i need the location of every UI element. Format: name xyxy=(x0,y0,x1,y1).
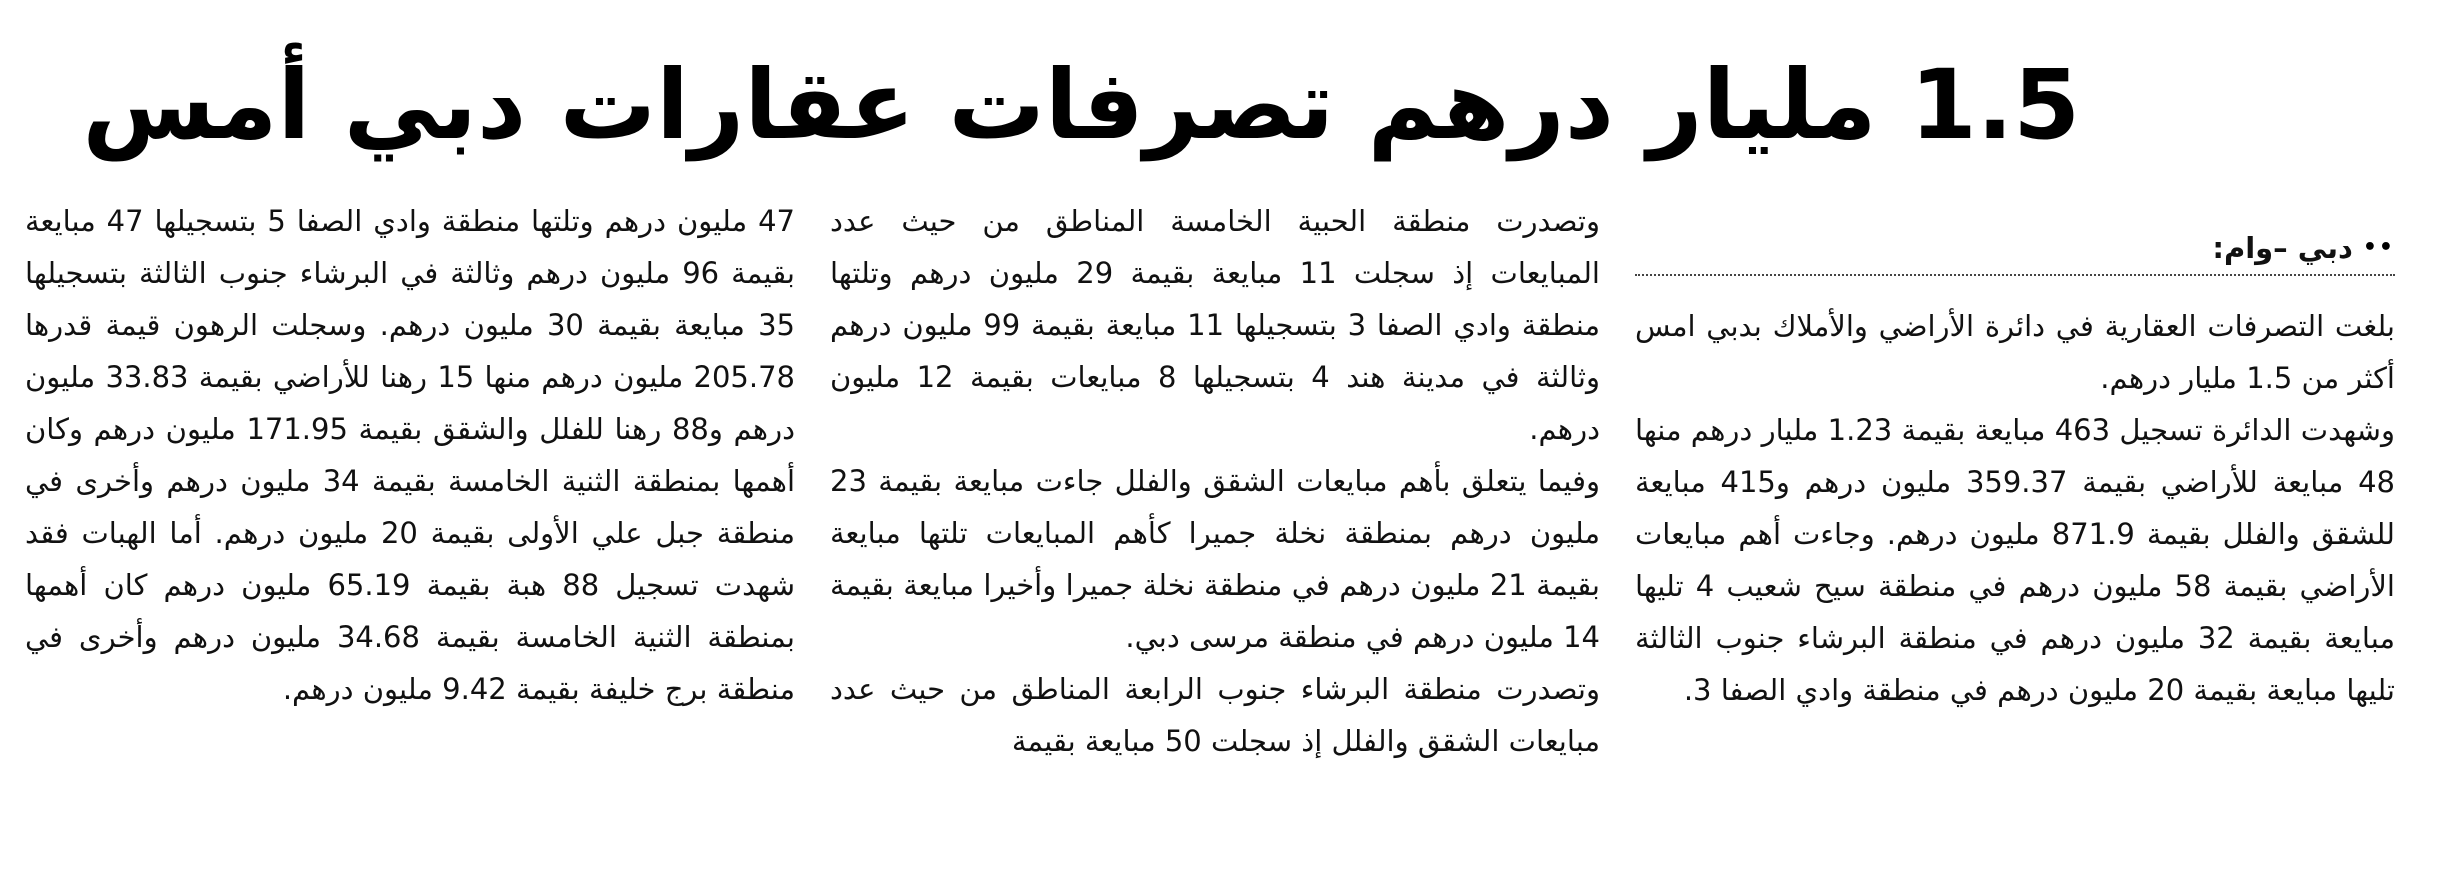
paragraph: بلغت التصرفات العقارية في دائرة الأراضي والأملاك بدبي امس أكثر من 1.5 مليار درهم. xyxy=(1635,309,2395,395)
paragraph: وتصدرت منطقة البرشاء جنوب الرابعة المناطق من حيث عدد مبايعات الشقق والفلل إذ سجلت 50 مبايعة بقيمة xyxy=(830,672,1600,758)
dateline-text: دبي –وام: xyxy=(2212,231,2353,265)
dateline xyxy=(1635,222,2395,276)
article-column-middle xyxy=(830,195,1600,767)
paragraph: وفيما يتعلق بأهم مبايعات الشقق والفلل جاءت مبايعة بقيمة 23 مليون درهم بمنطقة نخلة جميرا كأهم المبايعات تلتها مبايعة بقيمة 21 مليون درهم في منطقة نخلة جميرا وأخيرا مبايعة بقيمة 14 مليون درهم في منطقة مرسى دبي. xyxy=(830,464,1600,654)
paragraph: 47 مليون درهم وتلتها منطقة وادي الصفا 5 بتسجيلها 47 مبايعة بقيمة 96 مليون درهم وثالثة في البرشاء جنوب الثالثة بتسجيلها 35 مبايعة بقيمة 30 مليون درهم. وسجلت الرهون قيمة قدرها 205.78 مليون درهم منها 15 رهنا للأراضي بقيمة 33.83 مليون درهم و88 رهنا للفلل والشقق بقيمة 171.95 مليون درهم وكان أهمها بمنطقة الثنية الخامسة بقيمة 34 مليون درهم وأخرى في منطقة جبل علي الأولى بقيمة 20 مليون درهم. أما الهبات فقد شهدت تسجيل 88 هبة بقيمة 65.19 مليون درهم كان أهمها بمنطقة الثنية الخامسة بقيمة 34.68 مليون درهم وأخرى في منطقة برج خليفة بقيمة 9.42 مليون درهم. xyxy=(25,204,796,706)
paragraph: وشهدت الدائرة تسجيل 463 مبايعة بقيمة 1.23 مليار درهم منها 48 مبايعة للأراضي بقيمة 359.37 مليون درهم و415 مبايعة للشقق والفلل بقيمة 871.9 مليون درهم. وجاءت أهم مبايعات الأراضي بقيمة 58 مليون درهم في منطقة سيح شعيب 4 تليها مبايعة بقيمة 32 مليون درهم في منطقة البرشاء جنوب الثالثة تليها مبايعة بقيمة 20 مليون درهم في منطقة وادي الصفا 3. xyxy=(1635,413,2396,707)
dateline-bullets-icon: •• xyxy=(2362,235,2395,260)
headline: 1.5 مليار درهم تصرفات عقارات دبي أمس xyxy=(82,49,2080,161)
article-column-right xyxy=(1635,222,2395,716)
article-column-left xyxy=(25,195,795,715)
paragraph: وتصدرت منطقة الحبية الخامسة المناطق من حيث عدد المبايعات إذ سجلت 11 مبايعة بقيمة 29 مليون درهم وتلتها منطقة وادي الصفا 3 بتسجيلها 11 مبايعة بقيمة 99 مليون درهم وثالثة في مدينة هند 4 بتسجيلها 8 مبايعات بقيمة 12 مليون درهم. xyxy=(830,204,1600,446)
